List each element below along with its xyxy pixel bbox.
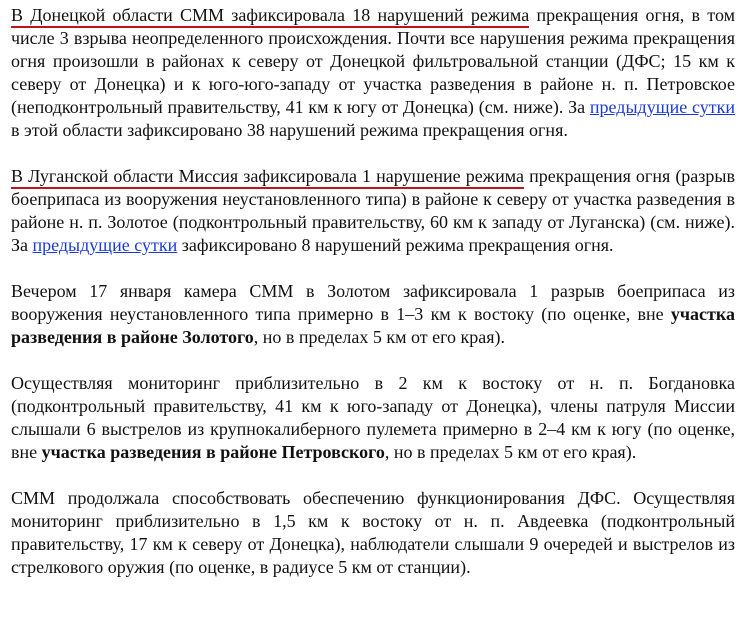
paragraph-text: прекращения огня, в том числе 3 взрыва неопределенного происхождения. Почти все нарушения режима прекращения огня произошли в районах к северу от Донецкой фильтровальной станции (ДФС; 15 км к северу от Донецка) и к юго-юго-западу от участка разведения в районе н. п. Петровское (неподконтрольный правительству, 41 км к югу от Донецка) (см. ниже). За (11, 5, 735, 117)
highlighted-phrase-donetsk: В Донецкой области СММ зафиксировала 18 нарушений режима (11, 5, 529, 28)
paragraph-text: , но в пределах 5 км от его края). (384, 442, 637, 462)
paragraph-text: Вечером 17 января камера СММ в Золотом зафиксировала 1 разрыв боеприпаса из вооружения неустановленного типа примерно в 1–3 км к востоку (по оценке, вне (11, 281, 735, 324)
paragraph-text: СММ продолжала способствовать обеспечению функционирования ДФС. Осуществляя мониторинг приблизительно в 1,5 км к востоку от н. п. Авдеевка (подконтрольный правительству, 17 км к северу от Донецка), наблюдатели слышали 9 очередей и выстрелов из стрелкового оружия (по оценке, в радиусе 5 км от станции). (11, 488, 735, 577)
paragraph-text: Осуществляя мониторинг приблизительно в 2 км к востоку от н. п. Богдановка (подконтрольный правительству, 41 км к юго-западу от Донецка), члены патруля Миссии слышали 6 выстрелов из крупнокалиберного пулемета примерно в 2–4 км к югу (по оценке, вне (11, 373, 735, 462)
paragraph-text: прекращения огня (разрыв боеприпаса из вооружения неустановленного типа) в районе к северу от участка разведения в районе н. п. Золотое (подконтрольный правительству, 60 км к западу от Луганска) (см. ниже). За (11, 166, 736, 255)
bold-phrase-petrivske: участка разведения в районе Петровского (41, 442, 385, 462)
paragraph-zolote (11, 280, 735, 349)
previous-day-link[interactable]: предыдущие сутки (589, 97, 735, 117)
paragraph-bohdanivka (11, 372, 735, 464)
highlighted-phrase-luhansk: В Луганской области Миссия зафиксировала 1 нарушение режима (11, 166, 524, 189)
bold-phrase-zolote: участка разведения в районе Золотого (11, 304, 735, 347)
paragraph-text: в этой области зафиксировано 38 нарушений режима прекращения огня. (11, 120, 568, 140)
paragraph-text: зафиксировано 8 нарушений режима прекращения огня. (177, 235, 614, 255)
paragraph-donetsk (11, 4, 735, 142)
paragraph-luhansk (11, 165, 735, 257)
paragraph-text: , но в пределах 5 км от его края). (253, 327, 506, 347)
paragraph-dfs (11, 487, 735, 579)
document-body (11, 4, 735, 602)
previous-day-link[interactable]: предыдущие сутки (32, 235, 178, 255)
